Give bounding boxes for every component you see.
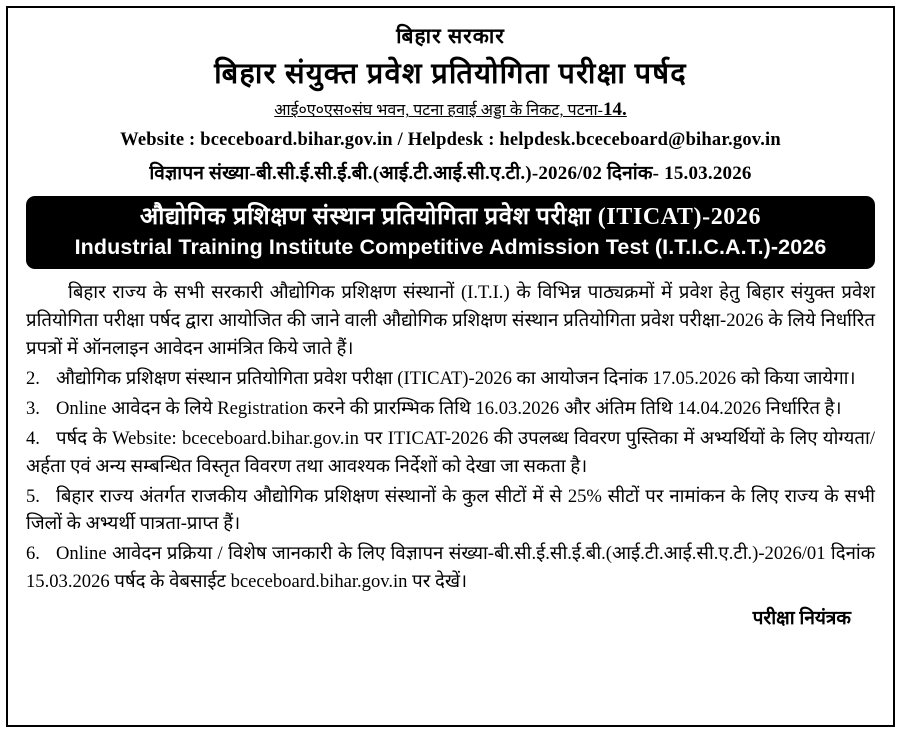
notice-content	[12, 12, 889, 721]
paragraph-1-text: बिहार राज्य के सभी सरकारी औद्योगिक प्रशिक्षण संस्थानों (I.T.I.) के विभिन्न पाठ्यक्रमों में प्रवेश हेतु बिहार संयुक्त प्रवेश प्रतियोगिता परीक्षा पर्षद द्वारा आयोजित की जाने वाली औद्योगिक प्रशिक्षण संस्थान प्रतियोगिता प्रवेश परीक्षा-2026 के लिये निर्धारित प्रपत्रों में ऑनलाइन आवेदन आमंत्रित किये जाते हैं।	[26, 282, 875, 360]
board-name-heading: बिहार संयुक्त प्रवेश प्रतियोगिता परीक्षा पर्षद	[214, 58, 687, 90]
address-text: आई०ए०एस०संघ भवन, पटना हवाई अड्डा के निकट, पटना-	[274, 102, 603, 120]
paragraph-2	[26, 365, 875, 393]
paragraph-2-text: औद्योगिक प्रशिक्षण संस्थान प्रतियोगिता प्रवेश परीक्षा (ITICAT)-2026 का आयोजन दिनांक 17.05.2026 को किया जायेगा।	[56, 368, 856, 390]
paragraph-6-number: 6.	[26, 543, 40, 565]
paragraph-5	[26, 483, 875, 539]
advertisement-number-line: विज्ञापन संख्या-बी.सी.ई.सी.ई.बी.(आई.टी.आई.सी.ए.टी.)-2026/02 दिनांक- 15.03.2026	[149, 163, 752, 185]
signature-designation: परीक्षा नियंत्रक	[752, 608, 851, 630]
paragraph-4-text: पर्षद के Website: bceceboard.bihar.gov.in पर ITICAT-2026 की उपलब्ध विवरण पुस्तिका में अभ्यर्थियों के लिए योग्यता/ अर्हता एवं अन्य सम्बन्धित विस्तृत विवरण तथा आवश्यक निर्देशों को देखा जा सकता है।	[26, 427, 875, 477]
paragraph-6-text: Online आवेदन प्रक्रिया / विशेष जानकारी के लिए विज्ञापन संख्या-बी.सी.ई.सी.ई.बी.(आई.टी.आई.सी.ए.टी.)-2026/01 दिनांक 15.03.2026 पर्षद के वेबसाईट bceceboard.bihar.gov.in पर देखें।	[26, 543, 875, 593]
paragraph-4-number: 4.	[26, 427, 40, 449]
paragraph-3-number: 3.	[26, 397, 40, 419]
exam-title-banner	[26, 196, 875, 269]
paragraph-6	[26, 540, 875, 596]
exam-title-english: Industrial Training Institute Competitive Admission Test (I.T.I.C.A.T.)-2026	[74, 235, 827, 260]
paragraph-4	[26, 425, 875, 481]
paragraph-3-text: Online आवेदन के लिये Registration करने की प्रारम्भिक तिथि 16.03.2026 और अंतिम तिथि 14.04.2026 निर्धारित है।	[56, 397, 842, 419]
address-pin: 14.	[603, 99, 627, 121]
paragraph-1	[26, 279, 875, 363]
government-heading: बिहार सरकार	[396, 24, 505, 48]
paragraph-5-text: बिहार राज्य अंतर्गत राजकीय औद्योगिक प्रशिक्षण संस्थानों के कुल सीटों में से 25% सीटों पर नामांकन के लिए राज्य के सभी जिलों के अभ्यर्थी पात्रता-प्राप्त हैं।	[26, 485, 875, 535]
exam-title-hindi: औद्योगिक प्रशिक्षण संस्थान प्रतियोगिता प्रवेश परीक्षा (ITICAT)-2026	[139, 204, 762, 231]
paragraph-3	[26, 395, 875, 423]
notice-body	[26, 279, 875, 596]
paragraph-5-number: 5.	[26, 485, 40, 507]
website-helpdesk-line: Website : bceceboard.bihar.gov.in / Helpdesk : helpdesk.bceceboard@bihar.gov.in	[120, 130, 781, 151]
board-address	[26, 98, 875, 121]
paragraph-2-number: 2.	[26, 368, 40, 390]
